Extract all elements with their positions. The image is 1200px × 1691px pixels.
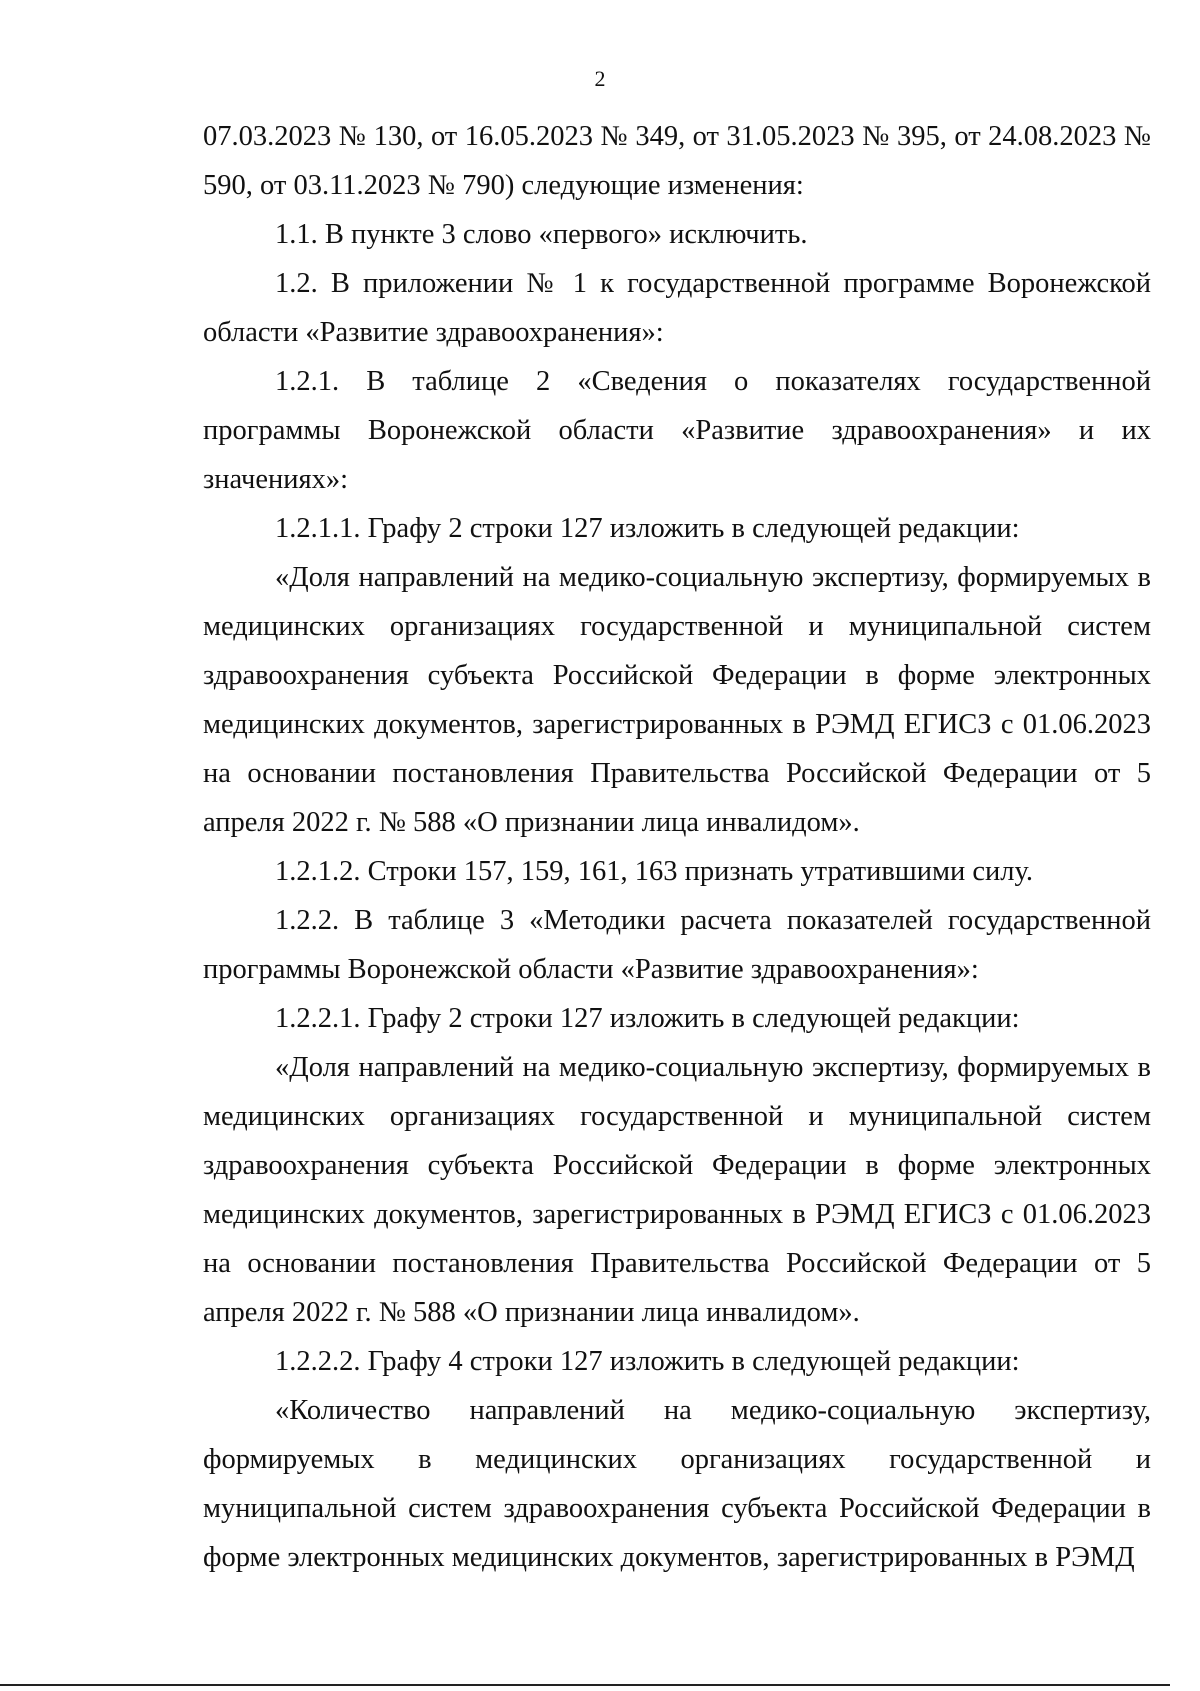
paragraph-item-1-2-1-2: 1.2.1.2. Строки 157, 159, 161, 163 признать утратившими силу.	[275, 856, 1034, 887]
paragraph-quote-2: «Доля направлений на медико-социальную экспертизу, формируемых в медицинских организациях государственной и муниципальной систем здравоохранения субъекта Российской Федерации в форме электронных медицинских документов, зарегистрированных в РЭМД ЕГИСЗ с 01.06.2023 на основании постановления Правительства Российской Федерации от 5 апреля 2022 г. № 588 «О признании лица инвалидом».	[203, 1052, 1151, 1328]
page-bottom-rule	[0, 1684, 1170, 1686]
paragraph-item-1-2: 1.2. В приложении № 1 к государственной программе Воронежской области «Развитие здравоохранения»:	[203, 268, 1151, 348]
paragraph-quote-3: «Количество направлений на медико-социальную экспертизу, формируемых в медицинских организациях государственной и муниципальной систем здравоохранения субъекта Российской Федерации в форме электронных медицинских документов, зарегистрированных в РЭМД	[203, 1395, 1151, 1573]
paragraph-item-1-2-2-2: 1.2.2.2. Графу 4 строки 127 изложить в следующей редакции:	[275, 1346, 1020, 1377]
paragraph-quote-1: «Доля направлений на медико-социальную экспертизу, формируемых в медицинских организациях государственной и муниципальной систем здравоохранения субъекта Российской Федерации в форме электронных медицинских документов, зарегистрированных в РЭМД ЕГИСЗ с 01.06.2023 на основании постановления Правительства Российской Федерации от 5 апреля 2022 г. № 588 «О признании лица инвалидом».	[203, 562, 1151, 838]
paragraph-item-1-2-1-1: 1.2.1.1. Графу 2 строки 127 изложить в следующей редакции:	[275, 513, 1020, 544]
page-number: 2	[594, 66, 606, 91]
paragraph-continuation: 07.03.2023 № 130, от 16.05.2023 № 349, от 31.05.2023 № 395, от 24.08.2023 № 590, от 03.11.2023 № 790) следующие изменения:	[203, 121, 1151, 201]
paragraph-item-1-1: 1.1. В пункте 3 слово «первого» исключить.	[275, 219, 808, 250]
document-body	[203, 112, 1151, 1582]
paragraph-item-1-2-1: 1.2.1. В таблице 2 «Сведения о показателях государственной программы Воронежской области «Развитие здравоохранения» и их значениях»:	[203, 366, 1151, 495]
paragraph-item-1-2-2-1: 1.2.2.1. Графу 2 строки 127 изложить в следующей редакции:	[275, 1003, 1020, 1034]
paragraph-item-1-2-2: 1.2.2. В таблице 3 «Методики расчета показателей государственной программы Воронежской области «Развитие здравоохранения»:	[203, 905, 1151, 985]
